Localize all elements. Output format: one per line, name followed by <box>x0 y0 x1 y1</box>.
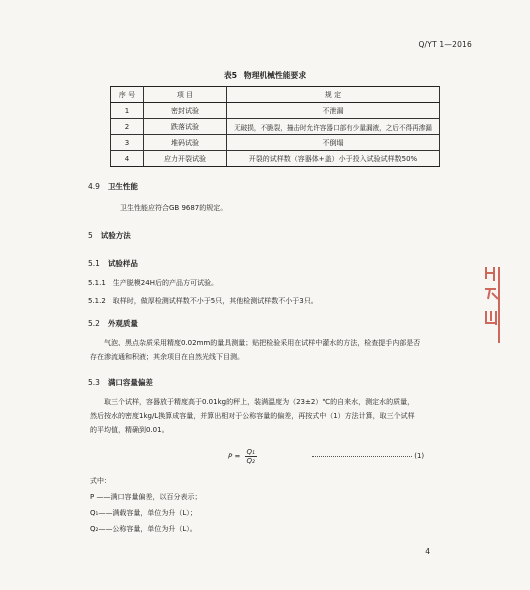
table-header-cell: 规 定 <box>227 87 440 103</box>
where-item: Q₂——公称容量，单位为升（L）。 <box>90 525 197 533</box>
section-5-3-text-line3: 的平均值，精确到0.01。 <box>90 426 169 434</box>
formula-lhs: P = <box>228 452 241 461</box>
table-row <box>111 135 440 151</box>
formula-numerator: Q₁ <box>246 448 255 456</box>
section-4-9-heading <box>88 181 138 192</box>
clause-5-1-2: 5.1.2 取样时，做厚检测试样数不小于5只，其他检测试样数不小于3只。 <box>88 297 318 305</box>
table-header-row <box>111 87 440 103</box>
formula-number: (1) <box>414 452 425 460</box>
section-5-1-heading <box>88 258 138 269</box>
section-title: 试验样品 <box>107 259 138 268</box>
section-number: 5.2 <box>88 319 100 328</box>
section-title: 卫生性能 <box>107 182 138 191</box>
table-caption-title: 物理机械性能要求 <box>243 71 307 80</box>
table-caption <box>0 70 530 81</box>
standard-code: Q/YT 1—2016 <box>418 40 472 49</box>
clause-5-1-1: 5.1.1 生产脱模24H后的产品方可试验。 <box>88 279 218 287</box>
section-number: 4.9 <box>88 182 100 191</box>
section-number: 5.1 <box>88 259 100 268</box>
table-cell: 不倒塌 <box>227 135 440 151</box>
table-cell: 应力开裂试验 <box>144 151 227 167</box>
section-5-3-text-line2: 然后按水的密度1kg/L换算成容量，并算出相对于公称容量的偏差，再按式中（1）方法计算，取三个试样 <box>90 412 415 420</box>
section-5-heading <box>88 230 131 241</box>
table-cell: 堆码试验 <box>144 135 227 151</box>
section-number: 5.3 <box>88 378 100 387</box>
formula-number-line <box>312 452 440 460</box>
table-cell: 不泄漏 <box>227 103 440 119</box>
table-row <box>111 119 440 135</box>
section-4-9-text: 卫生性能应符合GB 9687的规定。 <box>120 204 228 212</box>
formula-leader-dots <box>312 456 412 457</box>
formula-denominator: Q₂ <box>246 457 255 465</box>
table-cell: 密封试验 <box>144 103 227 119</box>
table-cell: 3 <box>111 135 144 151</box>
section-title: 试验方法 <box>100 231 131 240</box>
where-label: 式中： <box>90 477 111 485</box>
table-cell: 无破损，不脆裂，撞击时允许容器口部有少量漏液，之后不得再渗漏 <box>227 119 440 135</box>
section-5-3-heading <box>88 377 153 388</box>
formula-1 <box>228 448 257 465</box>
page-number: 4 <box>425 547 430 556</box>
physical-mechanical-table <box>110 86 440 167</box>
table-header-cell: 序 号 <box>111 87 144 103</box>
table-cell: 开裂的试样数（容器体+盖）小于投入试验试样数50% <box>227 151 440 167</box>
table-cell: 1 <box>111 103 144 119</box>
table-cell: 4 <box>111 151 144 167</box>
table-cell: 2 <box>111 119 144 135</box>
table-caption-number: 表5 <box>223 71 238 80</box>
section-title: 满口容量偏差 <box>107 378 153 387</box>
where-item: Q₁——满载容量，单位为升（L）； <box>90 509 197 517</box>
section-title: 外观质量 <box>107 319 138 328</box>
formula-fraction <box>245 448 257 465</box>
section-5-2-text-line2: 存在渗流通和积液；其余项目在自然光线下目测。 <box>90 353 244 361</box>
section-number: 5 <box>88 231 93 240</box>
red-seal-stamp <box>482 265 502 345</box>
table-row <box>111 151 440 167</box>
table-cell: 跌落试验 <box>144 119 227 135</box>
section-5-3-text-line1: 取三个试样，容器放于精度高于0.01kg的秤上，装满温度为（23±2）℃的自来水，测定水的质量， <box>104 398 415 406</box>
table-row <box>111 103 440 119</box>
where-item: P ——满口容量偏差，以百分表示； <box>90 493 202 501</box>
section-5-2-heading <box>88 318 138 329</box>
section-5-2-text-line1: 气泡、黑点杂质采用精度0.02mm的量具测量；贴把检验采用在试样中灌水的方法，检查提手内部是否 <box>104 339 421 347</box>
table-header-cell: 项 目 <box>144 87 227 103</box>
